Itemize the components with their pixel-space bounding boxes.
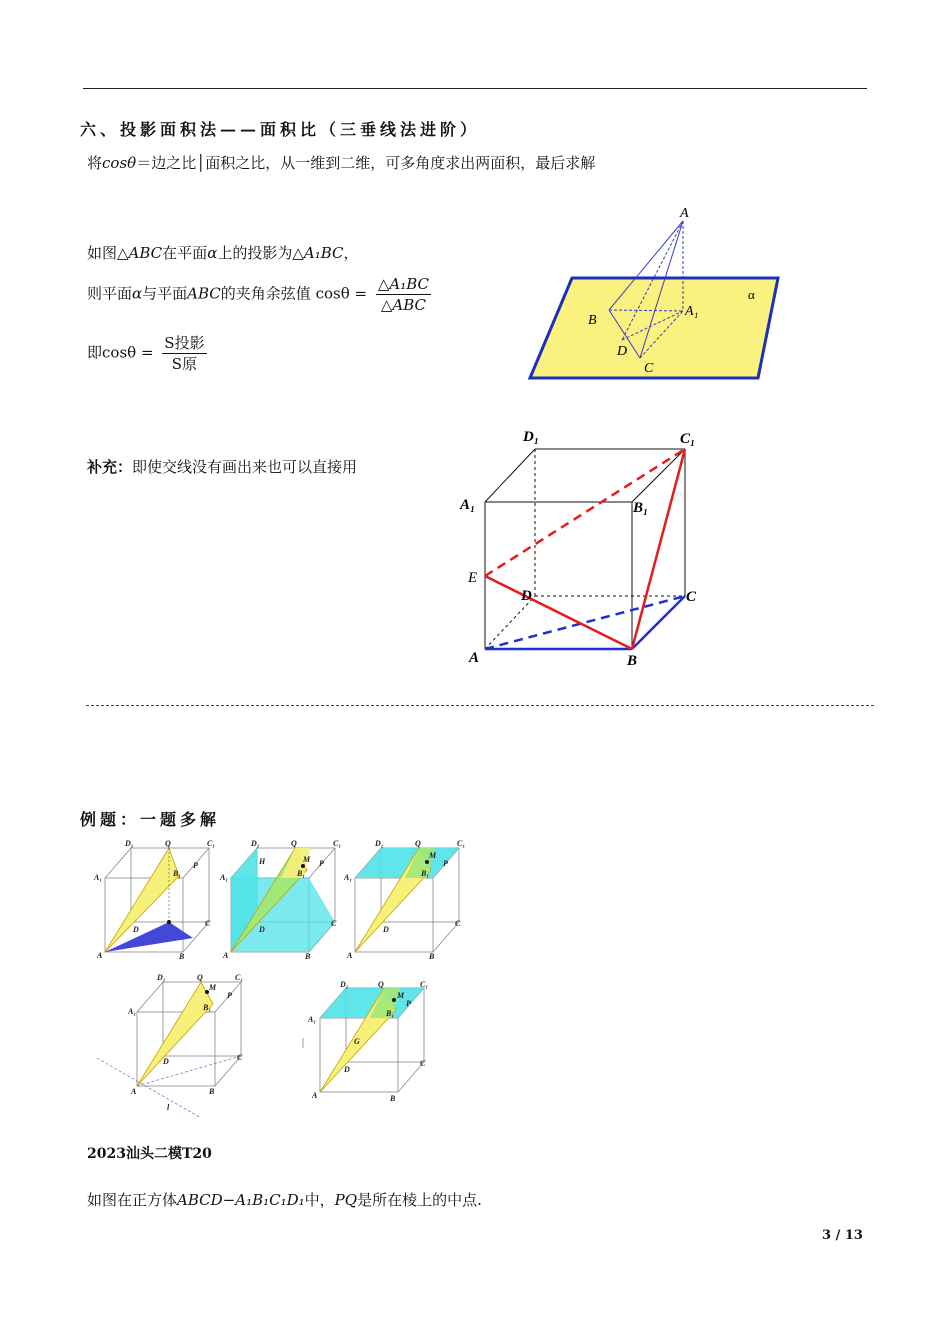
svg-text:G: G [354, 1037, 360, 1046]
svg-text:D: D [383, 925, 389, 934]
svg-text:C: C [455, 919, 461, 928]
label-B1: B₁ [633, 500, 649, 516]
label-D: D [617, 344, 628, 359]
svg-text:A₁: A₁ [220, 873, 229, 882]
svg-text:M: M [429, 851, 437, 860]
svg-text:A: A [312, 1091, 318, 1100]
svg-text:D: D [133, 925, 139, 934]
mini-figure-1 [93, 838, 218, 963]
page-number: 3 / 13 [822, 1228, 863, 1243]
svg-text:A: A [97, 951, 103, 960]
example-heading: 例题：一题多解 [80, 810, 221, 829]
svg-text:B₁: B₁ [386, 1009, 395, 1018]
plane-projection-figure [520, 195, 790, 390]
svg-text:A: A [131, 1087, 137, 1096]
svg-text:Q: Q [165, 839, 171, 848]
label-A1: A₁ [685, 304, 699, 319]
svg-text:B: B [305, 952, 311, 961]
label-D1: D₁ [523, 429, 540, 445]
label-E: E [468, 570, 478, 586]
svg-text:C: C [420, 1059, 426, 1068]
label-C: C [644, 361, 654, 376]
projection-fraction: $\frac{\text{S投影}}{\text{S原}}$ [164, 334, 205, 373]
label-B: B [627, 653, 638, 669]
intro-line: 将cosθ＝边之比│面积之比，从一维到二维，可多角度求出两面积，最后求解 [87, 154, 596, 172]
svg-text:A: A [223, 951, 229, 960]
svg-text:C: C [331, 919, 337, 928]
label-A: A [680, 206, 689, 221]
mini-figure-2 [219, 838, 344, 963]
label-A1: A₁ [460, 497, 476, 513]
problem-statement: 如图在正方体ABCD−A₁B₁C₁D₁中，PQ是所在棱上的中点. [87, 1191, 482, 1209]
top-rule [83, 88, 867, 89]
svg-text:Q: Q [197, 973, 203, 982]
svg-text:B: B [390, 1094, 396, 1103]
svg-text:P: P [227, 991, 232, 1000]
label-D: D [521, 588, 532, 604]
svg-text:H: H [259, 857, 266, 866]
label-B: B [588, 313, 597, 328]
svg-text:B₁: B₁ [203, 1003, 212, 1012]
svg-text:D: D [163, 1057, 169, 1066]
svg-text:B: B [179, 952, 185, 961]
svg-text:M: M [397, 991, 405, 1000]
svg-text:D₁: D₁ [340, 980, 349, 989]
svg-text:Q: Q [415, 839, 421, 848]
svg-text:D₁: D₁ [157, 973, 166, 982]
section-divider [86, 705, 874, 706]
svg-text:D: D [344, 1065, 350, 1074]
svg-text:B₁: B₁ [297, 869, 306, 878]
svg-text:A₁: A₁ [128, 1007, 137, 1016]
svg-text:B: B [209, 1087, 215, 1096]
svg-text:C₁: C₁ [235, 973, 244, 982]
svg-text:A₁: A₁ [308, 1015, 317, 1024]
svg-text:C₁: C₁ [420, 980, 429, 989]
svg-text:B: B [429, 952, 435, 961]
area-formula-line: 即cosθ = $\frac{\text{S投影}}{\text{S原}}$ [87, 334, 205, 373]
svg-text:C₁: C₁ [207, 839, 216, 848]
section-heading: 六、投影面积法——面积比（三垂线法进阶） [80, 120, 481, 139]
svg-text:C₁: C₁ [457, 839, 466, 848]
mini-figure-3 [343, 838, 468, 963]
svg-text:Q: Q [291, 839, 297, 848]
mini-figure-5 [298, 980, 438, 1105]
svg-text:A₁: A₁ [344, 873, 353, 882]
svg-text:l: l [167, 1103, 170, 1112]
edge-AC-blue [485, 596, 685, 649]
svg-text:P: P [193, 861, 198, 870]
svg-text:B₁: B₁ [173, 869, 182, 878]
supplement-note: 补充：即使交线没有画出来也可以直接用 [87, 458, 358, 476]
svg-text:C: C [205, 919, 211, 928]
label-A: A [469, 650, 480, 666]
svg-text:P: P [443, 859, 448, 868]
label-C: C [686, 589, 697, 605]
svg-text:C: C [237, 1053, 243, 1062]
svg-text:B₁: B₁ [421, 869, 430, 878]
svg-text:D: D [259, 925, 265, 934]
svg-text:M: M [209, 983, 217, 992]
edge-EB-red [485, 576, 632, 649]
projection-statement: 如图△ABC在平面α上的投影为△A₁BC， [87, 244, 359, 262]
edge-EC1-red [485, 449, 685, 576]
svg-text:M: M [303, 855, 311, 864]
svg-text:P: P [406, 999, 411, 1008]
cosine-formula-line: 则平面α与平面ABC的夹角余弦值 cosθ = $\frac{\text{△A₁BC}}{\text{△ABC}}$ [87, 275, 430, 314]
svg-text:D₁: D₁ [251, 839, 260, 848]
svg-text:Q: Q [378, 980, 384, 989]
problem-source: 2023汕头二模T20 [87, 1146, 212, 1162]
plane-alpha [530, 278, 778, 378]
label-alpha: α [748, 287, 755, 302]
svg-text:C₁: C₁ [333, 839, 342, 848]
area-ratio-fraction: $\frac{\text{△A₁BC}}{\text{△ABC}}$ [377, 275, 430, 314]
svg-text:A₁: A₁ [94, 873, 103, 882]
cube-figure [455, 420, 715, 672]
label-C1: C₁ [680, 431, 696, 447]
svg-text:P: P [319, 859, 324, 868]
svg-text:D₁: D₁ [125, 839, 134, 848]
svg-text:A: A [347, 951, 353, 960]
mini-figure-4 [93, 970, 253, 1120]
svg-text:D₁: D₁ [375, 839, 384, 848]
